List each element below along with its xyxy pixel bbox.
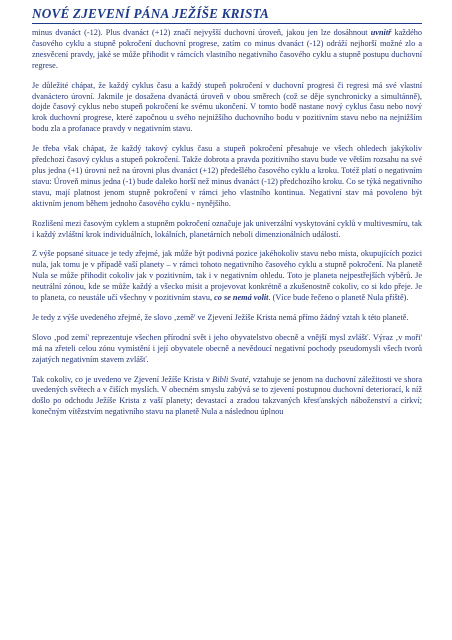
paragraph-8-text-b: , vztahuje se jenom na duchovní záležitosti ve shora uvedených světech a v čiších myslích. V obecném smyslu zabývá se to zjevení postupnou duchovní deteriorací, k níž došlo po odchodu Ježíše Krista z vaší planety; devastací a zradou takzvaných křesťanských náboženství a církví; konečným vítězstvím negativního stavu na planetě Nula a následnou úplnou xyxy=(32,374,422,417)
paragraph-5-emphasis: co se nemá volit xyxy=(214,293,269,303)
paragraph-8-emphasis: Bibli Svaté xyxy=(212,374,249,384)
paragraph-5 xyxy=(32,249,422,304)
paragraph-8 xyxy=(32,375,422,419)
paragraph-1-text-a: minus dvanáct (-12). Plus dvanáct (+12) značí nejvyšší duchovní úroveň, jakou jen lze dosáhnout xyxy=(32,28,371,37)
paragraph-1-text-b: každého časového cyklu a stupně pokročení duchovní progrese, zatím co minus dvanáct (-12) odráží nejhorší možné zlo a znesvěcení pravdy, jaké se může přihodit v rámcích vlastního negativního časového cyklu a stupně postupu duchovní regrese. xyxy=(32,28,422,70)
paragraph-7: Slovo ‚pod zemí' reprezentuje všechen přírodní svět i jeho obyvatelstvo obecně a vnější mysl zvlášť. Výraz ‚v moři' má na zřeteli celou zónu vymístění i její obyvatele obecně a nevědoucí negativní pochody pseudomysli všech tvorů zajatých negativním stavem zvlášť. xyxy=(32,332,422,364)
paragraph-6: Je tedy z výše uvedeného zřejmé, že slovo ‚země' ve Zjevení Ježíše Krista nemá přímo žádný vztah k této planetě. xyxy=(32,312,409,322)
paragraph-1 xyxy=(32,28,422,72)
paragraph-5-text-b: . (Více bude řečeno o planetě Nula příště). xyxy=(268,293,409,303)
page-header: NOVÉ ZJEVENÍ PÁNA JEŽÍŠE KRISTA xyxy=(32,6,422,24)
paragraph-3: Je třeba však chápat, že každý takový cyklus času a stupeň pokročení přesahuje ve všech ohledech jakýkoliv předchozí časový cyklus a stupeň pokročení. Takže dobrota a pravda pozitivního stavu bude ve větším rozsahu na své plus jedna (+1) úrovni než na úrovni plus dvanáct (+12) předešlého časového cyklu a kroku. Totéž platí o negativním stavu: Úroveň minus jedna (-1) bude daleko horší než minus dvanáct (-12) předchozího kroku. Co se týká negativního stavu, mají platnost jenom stupně pokročení v rámci jeho vlastního kontinua. Negativní stav má povoleno být aktivním jenom během jednoho časového cyklu - nynějšího. xyxy=(32,144,422,208)
paragraph-5-text-a: Z výše popsané situace je tedy zřejmé, jak může být podivná pozice jakéhokoliv stavu nebo místa, okupujících pozici nula, jak tomu je v případě vaší planety – v rámci tohoto negativního časového cyklu a stupně pokročení. Na planetě Nula se může přihodit cokoliv jak v pozitivním, tak i v negativním ohledu. Toto je planeta nejpestřejších výběrů. Je neutrální zónou, kde se může každý a všecko mísit a projevovat konkrétně a zkušenostně cokoliv, co si kdo přeje. Je to planeta, co neustále učí všechny v pozitivním stavu, xyxy=(32,249,422,303)
paragraph-4: Rozlišení mezi časovým cyklem a stupněm pokročení označuje jak univerzální vyskytování cyklů v multivesmíru, tak i každý zvláštní krok individuálních, lokálních, planetárních neboli dimenzionálních událostí. xyxy=(32,218,422,239)
paragraph-2: Je důležité chápat, že každý cyklus času a každý stupeň pokročení v duchovní progresi či regresi má své vlastní dvanáctero úrovní. Jakmile je dosažena dvanáctá úroveň v obou směrech (což se děje synchronicky a simultánně), dojde časový cyklus nebo stupeň pokročení ke svému ukončení. V tomto bodě nastane nový cyklus času nebo nový krok duchovní progrese, které započnou u svého nejnižšího duchovního bodu v pozitivním stavu nebo na nejnižším bodu zla a profanace pravdy v negativním stavu. xyxy=(32,80,422,134)
paragraph-8-text-a: Tak cokoliv, co je uvedeno ve Zjevení Ježíše Krista v xyxy=(32,374,213,384)
paragraph-1-emphasis: uvnitř xyxy=(370,28,392,37)
